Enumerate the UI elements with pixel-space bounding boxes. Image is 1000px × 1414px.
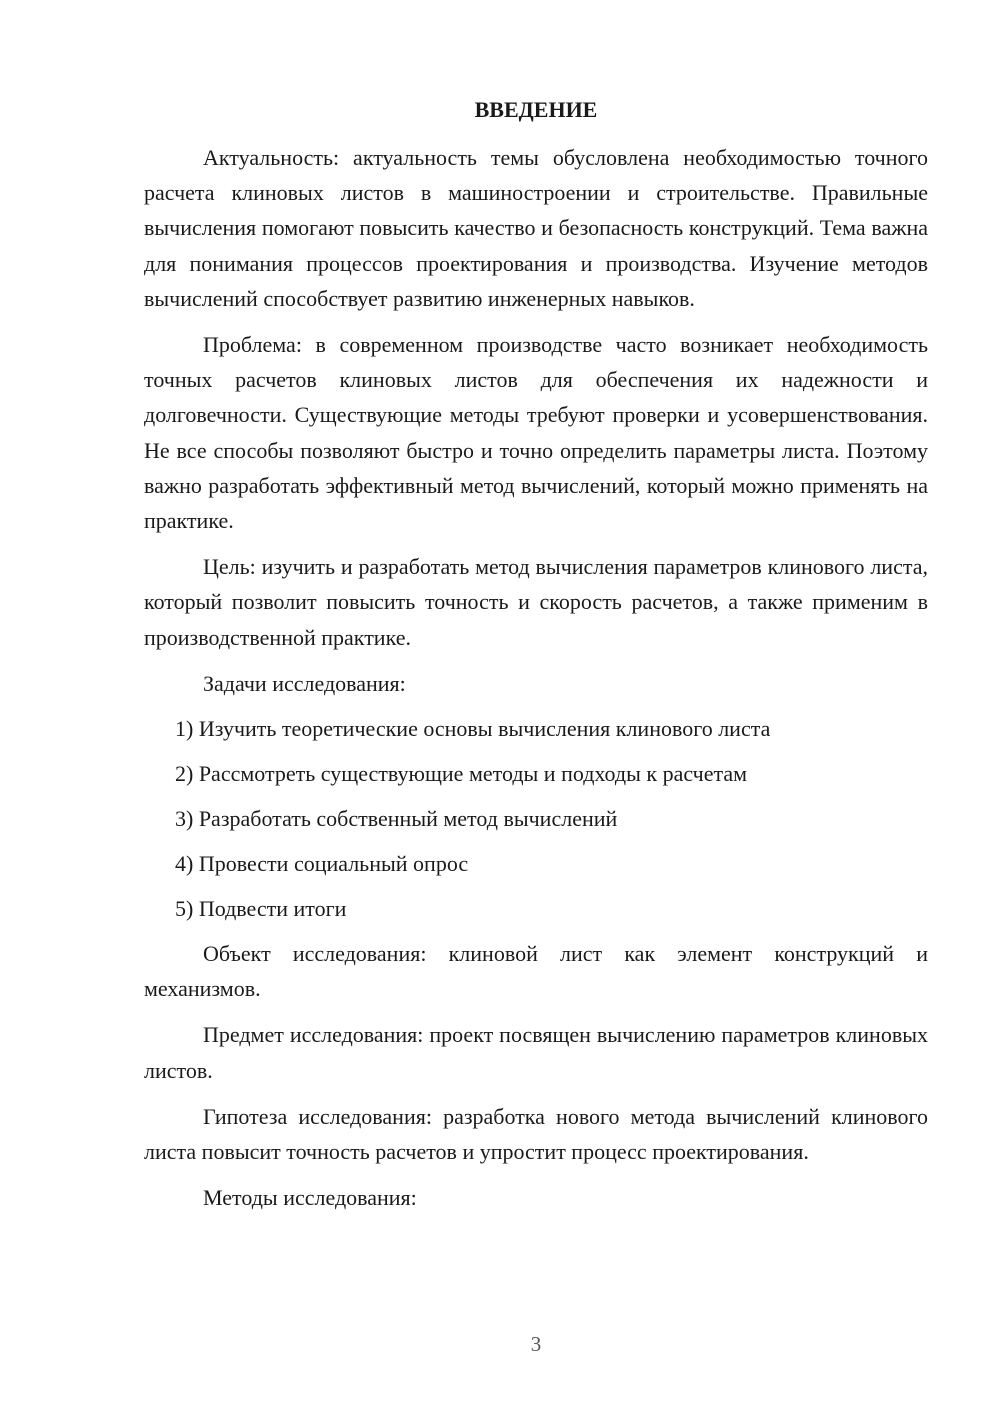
task-item-2: 2) Рассмотреть существующие методы и подходы к расчетам: [175, 761, 748, 787]
task-item-3: 3) Разработать собственный метод вычислений: [175, 806, 618, 832]
paragraph-hypothesis: Гипотеза исследования: разработка нового метода вычислений клинового листа повысит точность расчетов и упростит процесс проектирования.: [144, 1103, 928, 1165]
paragraph-relevance: Актуальность: актуальность темы обусловлена необходимостью точного расчета клиновых листов в машиностроении и строительстве. Правильные вычисления помогают повысить качество и безопасность конструкций. Тема важна для понимания процессов проектирования и производства. Изучение методов вычислений способствует развитию инженерных навыков.: [144, 145, 928, 311]
task-item-4: 4) Провести социальный опрос: [175, 851, 469, 877]
document-page: [144, 92, 928, 1226]
paragraph-goal: Цель: изучить и разработать метод вычисления параметров клинового листа, который позволит повысить точность и скорость расчетов, а также применим в производственной практике.: [144, 554, 928, 650]
page-number: 3: [530, 1332, 542, 1356]
section-title: ВВЕДЕНИЕ: [474, 97, 598, 122]
paragraph-problem: Проблема: в современном производстве часто возникает необходимость точных расчетов клиновых листов для обеспечения их надежности и долговечности. Существующие методы требуют проверки и усовершенствования. Не все способы позволяют быстро и точно определить параметры листа. Поэтому важно разработать эффективный метод вычислений, который можно применять на практике.: [144, 332, 928, 534]
tasks-heading: Задачи исследования:: [203, 670, 406, 696]
task-item-5: 5) Подвести итоги: [175, 896, 347, 922]
methods-heading: Методы исследования:: [203, 1185, 417, 1211]
task-item-1: 1) Изучить теоретические основы вычисления клинового листа: [175, 716, 771, 742]
paragraph-subject: Предмет исследования: проект посвящен вычислению параметров клиновых листов.: [144, 1022, 928, 1083]
paragraph-object: Объект исследования: клиновой лист как элемент конструкций и механизмов.: [144, 941, 928, 1002]
